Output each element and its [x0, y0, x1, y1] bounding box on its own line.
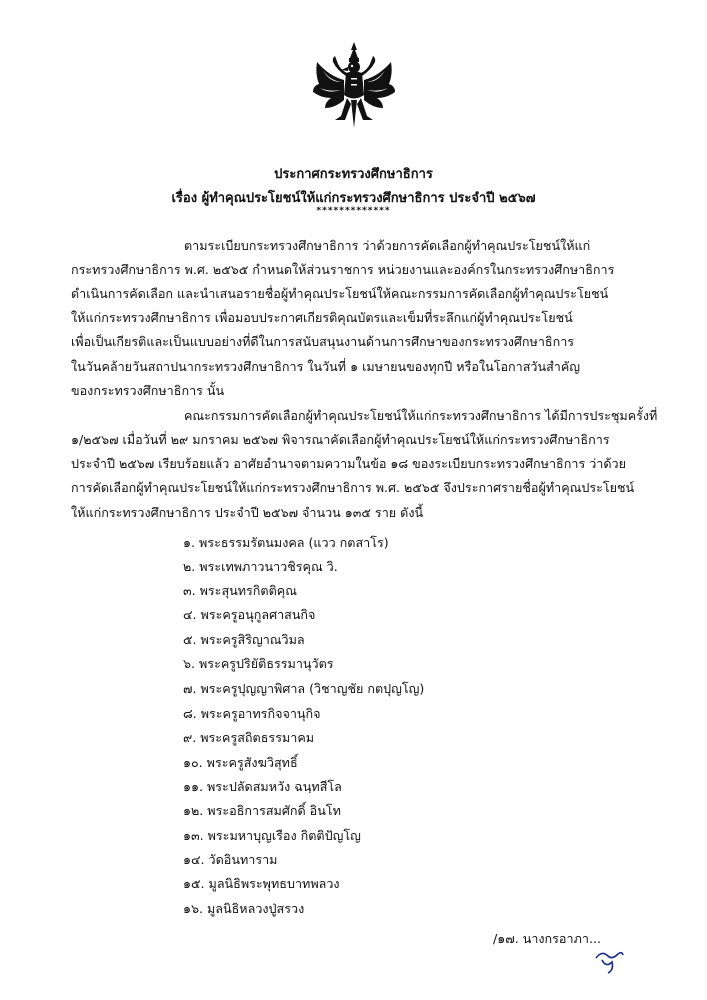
paragraph2-line: ประจำปี ๒๕๖๗ เรียบร้อยแล้ว อาศัยอำนาจตามความในข้อ ๑๘ ของระเบียบกระทรวงศึกษาธิการ ว่าด้วย — [71, 456, 626, 471]
announcement-title: ประกาศกระทรวงศึกษาธิการ — [274, 167, 433, 182]
list-item: ๑๐. พระครูสังฆวิสุทธิ์ — [183, 755, 298, 770]
paragraph2-line: คณะกรรมการคัดเลือกผู้ทำคุณประโยชน์ให้แก่กระทรวงศึกษาธิการ ได้มีการประชุมครั้งที่ — [184, 408, 658, 423]
list-item: ๔. พระครูอนุกูลศาสนกิจ — [183, 607, 316, 622]
handwritten-initial-icon — [592, 946, 626, 976]
list-item: ๕. พระครูสิริญาณวิมล — [183, 632, 305, 647]
paragraph1-line: ในวันคล้ายวันสถาปนากระทรวงศึกษาธิการ ในวันที่ ๑ เมษายนของทุกปี หรือในโอกาสวันสำคัญ — [71, 359, 581, 374]
list-item: ๘. พระครูอาทรกิจจานุกิจ — [183, 706, 321, 721]
paragraph1-line: กระทรวงศึกษาธิการ พ.ศ. ๒๕๖๕ กำหนดให้ส่วนราชการ หน่วยงานและองค์กรในกระทรวงศึกษาธิการ — [71, 262, 615, 277]
list-item: ๑๖. มูลนิธิหลวงปู่สรวง — [183, 901, 305, 916]
list-item: ๖. พระครูปริยัติธรรมานุวัตร — [183, 656, 334, 671]
paragraph2-line: ๑/๒๕๖๗ เมื่อวันที่ ๒๙ มกราคม ๒๕๖๗ พิจารณาคัดเลือกผู้ทำคุณประโยชน์ให้แก่กระทรวงศึกษาธิการ — [71, 432, 610, 447]
announcement-subject: เรื่อง ผู้ทำคุณประโยชน์ให้แก่กระทรวงศึกษาธิการ ประจำปี ๒๕๖๗ — [171, 191, 536, 206]
paragraph1-line: ของกระทรวงศึกษาธิการ นั้น — [71, 383, 225, 398]
list-item: ๑๑. พระปลัดสมหวัง ฉนฺทสีโล — [183, 779, 342, 794]
separator-line: ************* — [316, 206, 391, 216]
list-item: ๑. พระธรรมรัตนมงคล (แวว กตสาโร) — [183, 535, 389, 550]
paragraph1-line: ดำเนินการคัดเลือก และนำเสนอรายชื่อผู้ทำคุณประโยชน์ให้คณะกรรมการคัดเลือกผู้ทำคุณประโยชน์ — [71, 286, 609, 301]
list-item: ๑๒. พระอธิการสมศักดิ์ อินโท — [183, 803, 341, 818]
garuda-emblem-icon — [311, 40, 397, 132]
paragraph2-line: ให้แก่กระทรวงศึกษาธิการ ประจำปี ๒๕๖๗ จำนวน ๑๓๕ ราย ดังนี้ — [71, 505, 424, 520]
continuation-note: /๑๗. นางกรอาภา... — [493, 931, 601, 946]
list-item: ๙. พระครูสถิตธรรมาคม — [183, 730, 315, 745]
paragraph1-line: เพื่อเป็นเกียรติและเป็นแบบอย่างที่ดีในการสนับสนุนงานด้านการศึกษาของกระทรวงศึกษาธิการ — [71, 334, 575, 349]
paragraph2-line: การคัดเลือกผู้ทำคุณประโยชน์ให้แก่กระทรวงศึกษาธิการ พ.ศ. ๒๕๖๕ จึงประกาศรายชื่อผู้ทำคุณประโยชน์ — [71, 480, 635, 495]
list-item: ๑๕. มูลนิธิพระพุทธบาทพลวง — [183, 876, 340, 891]
list-item: ๒. พระเทพภาวนาวชิรคุณ วิ. — [183, 559, 338, 574]
paragraph1-line: ให้แก่กระทรวงศึกษาธิการ เพื่อมอบประกาศเกียรติคุณบัตรและเข็มที่ระลึกแก่ผู้ทำคุณประโยชน์ — [71, 310, 573, 325]
paragraph1-line: ตามระเบียบกระทรวงศึกษาธิการ ว่าด้วยการคัดเลือกผู้ทำคุณประโยชน์ให้แก่ — [184, 238, 591, 253]
list-item: ๑๓. พระมหาบุญเรือง กิตติปัญโญ — [183, 828, 361, 843]
list-item: ๑๔. วัดอินทาราม — [183, 852, 278, 867]
list-item: ๓. พระสุนทรกิตติคุณ — [183, 583, 297, 598]
list-item: ๗. พระครูปุญญาพิศาล (วิชาญชัย กตปุญโญ) — [183, 681, 425, 696]
